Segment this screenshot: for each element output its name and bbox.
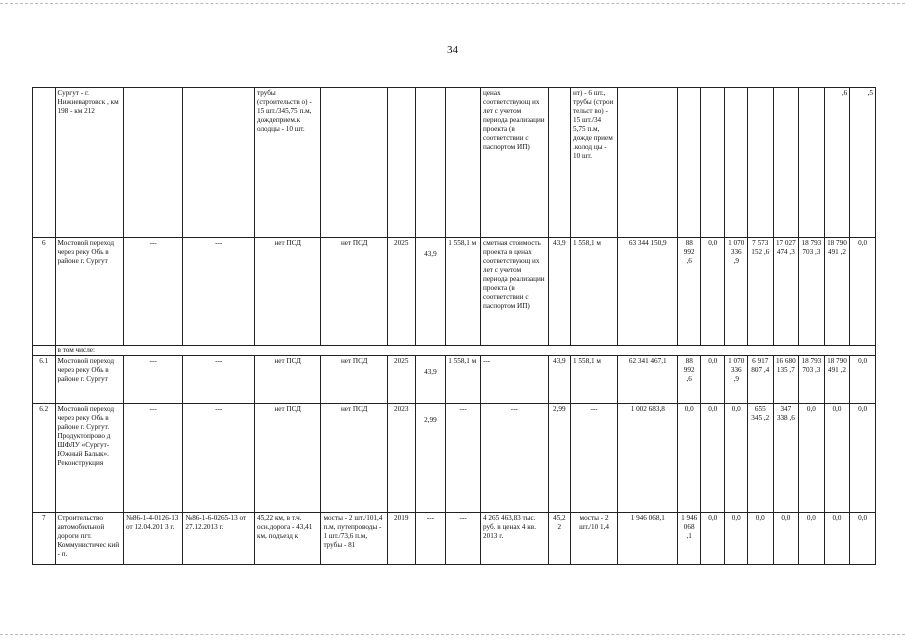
cell-c3: ---: [124, 404, 183, 513]
cell-c7: 2025: [387, 238, 415, 346]
cell-c11: [548, 88, 571, 238]
cell-c5: 45,22 км, в т.ч. осн.дорога - 43,41 км, подъезд к: [254, 513, 320, 565]
cell-c10: ---: [481, 404, 549, 513]
cell-c21: ,5: [850, 88, 876, 238]
cell-c5: нет ПСД: [254, 356, 320, 404]
cell-c4: [183, 88, 255, 238]
cell-c8: 43,9: [424, 368, 437, 376]
cell-c3: ---: [124, 356, 183, 404]
cell-c6: мосты - 2 шт./101,4 п.м, путепроводы - 1 шт./73,6 п.м, трубы - 81: [321, 513, 387, 565]
cell-c7: [387, 88, 415, 238]
table-row: [33, 346, 876, 356]
cell-c21: 0,0: [850, 404, 876, 513]
cell-c16: 1 070 336 ,9: [725, 238, 748, 346]
cell-c18: 17 027 474 ,3: [773, 238, 799, 346]
cell-c21: 0,0: [850, 513, 876, 565]
cell-num: 6.1: [33, 356, 56, 404]
cell-c20: 0,0: [824, 513, 850, 565]
cell-c11: 45,2 2: [548, 513, 571, 565]
cell-c20: 18 790 491 ,2: [824, 238, 850, 346]
cell-c13: 62 341 467,1: [618, 356, 678, 404]
table-row: [33, 88, 876, 238]
cell-c8: [415, 88, 446, 238]
cell-c4: №86-1-6-0265-13 от 27.12.2013 г.: [183, 513, 255, 565]
cell-c7: 2019: [387, 513, 415, 565]
table-row: [33, 404, 876, 513]
cell-c4: ---: [183, 404, 255, 513]
cell-c9: ---: [446, 404, 481, 513]
cell-c6: [321, 88, 387, 238]
cell-c11: 2,99: [548, 404, 571, 513]
subtotal-label: в том числе:: [55, 346, 876, 356]
cell-c14: 88 992 ,6: [678, 238, 701, 346]
cell-c17: 655 345 ,2: [747, 404, 773, 513]
cell-c17: 0,0: [747, 513, 773, 565]
cell-c5: нет ПСД: [254, 404, 320, 513]
cell-c19: 18 793 703 ,3: [799, 238, 825, 346]
cell-c19: 0,0: [799, 404, 825, 513]
cell-c12: 1 558,1 м: [571, 356, 618, 404]
cell-name: Мостовой переход через реку Обь в районе г. Сургут: [55, 238, 124, 346]
cell-c11: 43,9: [548, 238, 571, 346]
cell-num: 6.2: [33, 404, 56, 513]
cell-c19: 18 793 703 ,3: [799, 356, 825, 404]
cell-c21: 0,0: [850, 238, 876, 346]
cell-c5: трубы (строительств о) - 15 шт./345,75 п.м, дождеприем.к олодцы - 10 шт.: [254, 88, 320, 238]
cell-c18: [773, 88, 799, 238]
cell-c5: нет ПСД: [254, 238, 320, 346]
cell-c8: 2,99: [424, 416, 437, 424]
cell-c16: 0,0: [725, 404, 748, 513]
cell-c12: 1 558,1 м: [571, 238, 618, 346]
cell-c12: нт) - 6 шт., трубы (строи тельст во) - 15 шт./34 5,75 п.м, дожде прием .колод цы - 10 шт.: [571, 88, 618, 238]
scan-edge-top: [0, 3, 905, 5]
table-row: [33, 238, 876, 346]
cell-c20: 0,0: [824, 404, 850, 513]
cell-c16: 0,0: [725, 513, 748, 565]
cell-c9: ---: [446, 513, 481, 565]
cell-c13: 1 002 683,8: [618, 404, 678, 513]
cell-c15: 0,0: [700, 356, 725, 404]
cell-c9: [446, 88, 481, 238]
cell-c3: [124, 88, 183, 238]
cell-c15: 0,0: [700, 513, 725, 565]
cell-c20: 18 790 491 ,2: [824, 356, 850, 404]
cell-c10: сметная стоимость проекта в ценах соответствующ их лет с учетом периода реализации проекта (в соответствии с паспортом ИП): [481, 238, 549, 346]
cell-c11: 43,9: [548, 356, 571, 404]
cell-c17: [747, 88, 773, 238]
page-number: 34: [447, 44, 458, 56]
cell-c8: ---: [415, 513, 446, 565]
cell-c12: ---: [571, 404, 618, 513]
cell-name: Мостовой переход через реку Обь в районе г. Сургут. Продуктопрово д ШФЛУ «Сургут- Южный Балык». Реконструкция: [55, 404, 124, 513]
cell-c19: 0,0: [799, 513, 825, 565]
cell-c17: 6 917 807 ,4: [747, 356, 773, 404]
cell-name: Строительство автомобильной дороги пгт. Коммунистичес кий - п.: [55, 513, 124, 565]
cell-c15: 0,0: [700, 238, 725, 346]
construction-projects-table: [32, 87, 876, 565]
cell-c12: мосты - 2 шт./10 1,4: [571, 513, 618, 565]
cell-name: Сургут - г. Нижневартовск , км 198 - км 212: [55, 88, 124, 238]
cell-c6: нет ПСД: [321, 404, 387, 513]
cell-c14: [678, 88, 701, 238]
cell-num: [33, 88, 56, 238]
cell-c14: 0,0: [678, 404, 701, 513]
cell-c3: №86-1-4-0126-13 от 12.04.201 3 г.: [124, 513, 183, 565]
cell-c14: 88 992 ,6: [678, 356, 701, 404]
cell-c21: 0,0: [850, 356, 876, 404]
cell-c20: ,6: [824, 88, 850, 238]
cell-c18: 347 338 ,6: [773, 404, 799, 513]
cell-c18: 16 680 135 ,7: [773, 356, 799, 404]
cell-c7: 2023: [387, 404, 415, 513]
cell-c3: ---: [124, 238, 183, 346]
cell-c9: 1 558,1 м: [446, 238, 481, 346]
scan-edge-bottom: [0, 634, 905, 636]
cell-name: Мостовой переход через реку Обь в районе г. Сургут: [55, 356, 124, 404]
cell-c14: 1 946 068 ,1: [678, 513, 701, 565]
cell-c6: нет ПСД: [321, 238, 387, 346]
cell-num: 6: [33, 238, 56, 346]
cell-c13: [618, 88, 678, 238]
cell-c7: 2025: [387, 356, 415, 404]
table-row: [33, 356, 876, 404]
cell-c4: ---: [183, 356, 255, 404]
cell-c19: [799, 88, 825, 238]
cell-c13: 1 946 068,1: [618, 513, 678, 565]
table-row: [33, 513, 876, 565]
cell-c10: 4 265 463,83 тыс. руб. в ценах 4 кв. 2013 г.: [481, 513, 549, 565]
cell-c10: ---: [481, 356, 549, 404]
cell-c8: 43,9: [424, 250, 437, 258]
cell-c17: 7 573 152 ,6: [747, 238, 773, 346]
cell-c10: ценах соответствующ их лет с учетом периода реализации проекта (в соответствии с паспортом ИП): [481, 88, 549, 238]
cell-c18: 0,0: [773, 513, 799, 565]
cell-c15: [700, 88, 725, 238]
cell-num: 7: [33, 513, 56, 565]
cell-c13: 63 344 150,9: [618, 238, 678, 346]
cell-c9: 1 558,1 м: [446, 356, 481, 404]
cell-c15: 0,0: [700, 404, 725, 513]
cell-c16: 1 070 336 ,9: [725, 356, 748, 404]
cell-c16: [725, 88, 748, 238]
cell-c6: нет ПСД: [321, 356, 387, 404]
cell-c4: ---: [183, 238, 255, 346]
